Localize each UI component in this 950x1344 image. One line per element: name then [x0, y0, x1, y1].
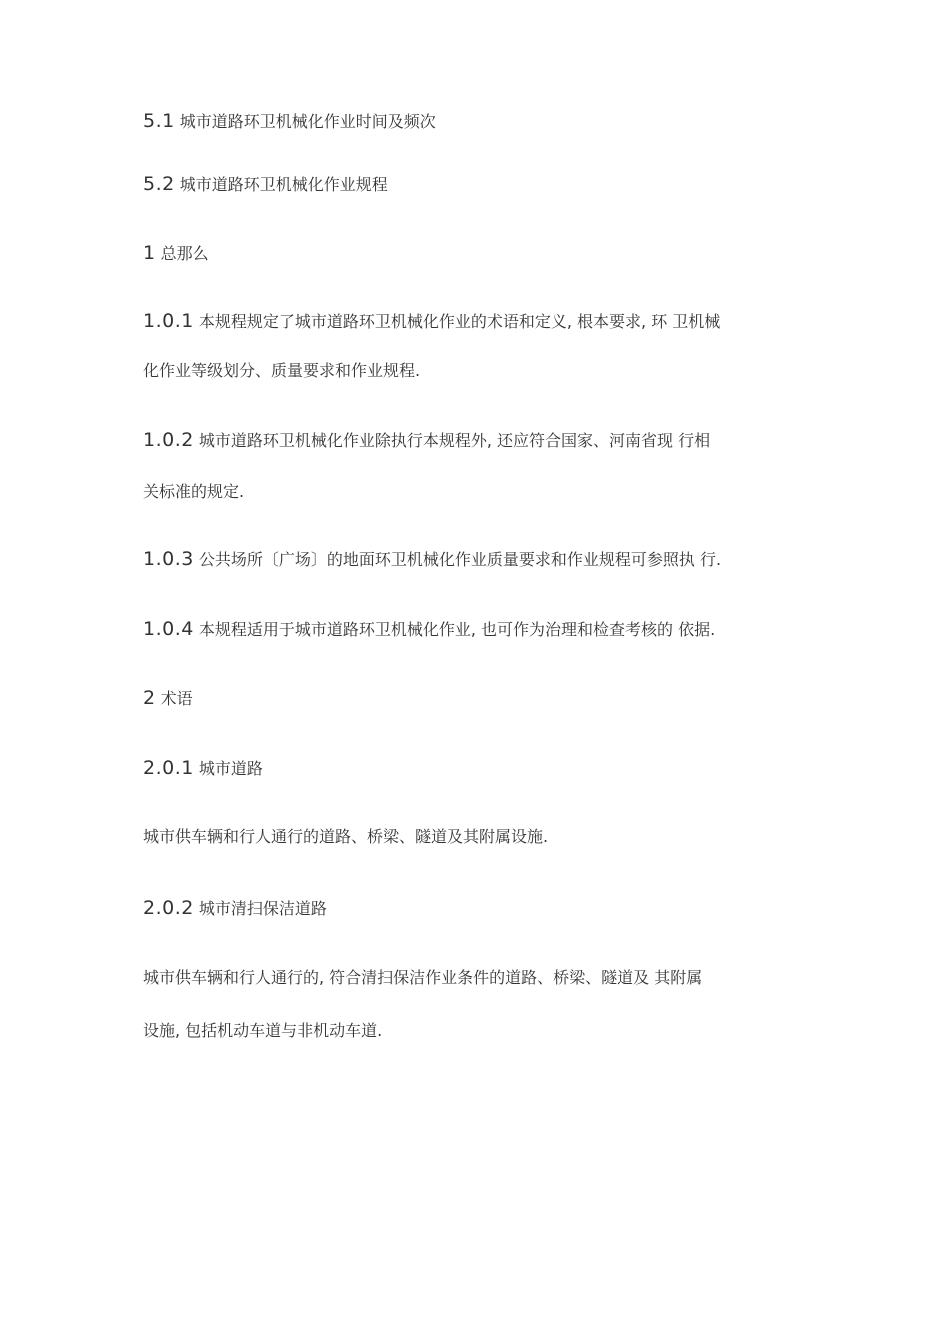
section-heading: [143, 110, 813, 133]
chapter-title: 总那么: [160, 244, 209, 263]
clause-number: 1.0.1: [143, 310, 194, 332]
clause-text: 公共场所〔广场〕的地面环卫机械化作业质量要求和作业规程可参照执 行.: [198, 550, 722, 569]
term-definition-continuation: [143, 1020, 813, 1042]
term-heading: [143, 897, 813, 920]
clause-paragraph: [143, 310, 813, 333]
term-definition: [143, 967, 813, 989]
definition-text: 城市供车辆和行人通行的道路、桥梁、隧道及其附属设施.: [143, 827, 549, 846]
clause-paragraph: [143, 548, 813, 571]
term-definition: [143, 826, 813, 848]
clause-text: 本规程规定了城市道路环卫机械化作业的术语和定义, 根本要求, 环 卫机械: [198, 312, 721, 331]
term-title: 城市道路: [198, 759, 263, 778]
chapter-title: 术语: [160, 689, 193, 708]
clause-text: 本规程适用于城市道路环卫机械化作业, 也可作为治理和检查考核的 依据.: [198, 620, 716, 639]
clause-text: 城市道路环卫机械化作业除执行本规程外, 还应符合国家、河南省现 行相: [198, 431, 711, 450]
clause-paragraph-continuation: [143, 360, 813, 382]
clause-number: 1.0.3: [143, 548, 194, 570]
term-number: 2.0.1: [143, 757, 194, 779]
clause-number: 1.0.2: [143, 429, 194, 451]
chapter-heading: [143, 242, 813, 265]
chapter-number: 2: [143, 687, 156, 709]
chapter-heading: [143, 687, 813, 710]
term-heading: [143, 757, 813, 780]
definition-text: 设施, 包括机动车道与非机动车道.: [143, 1021, 383, 1040]
term-number: 2.0.2: [143, 897, 194, 919]
clause-paragraph: [143, 429, 813, 452]
section-number: 5.1: [143, 110, 175, 132]
clause-paragraph: [143, 618, 813, 641]
term-title: 城市清扫保洁道路: [198, 899, 327, 918]
section-heading: [143, 173, 813, 196]
clause-text: 化作业等级划分、质量要求和作业规程.: [143, 361, 421, 380]
clause-text: 关标准的规定.: [143, 482, 245, 501]
clause-number: 1.0.4: [143, 618, 194, 640]
definition-text: 城市供车辆和行人通行的, 符合清扫保洁作业条件的道路、桥梁、隧道及 其附属: [143, 968, 703, 987]
section-title: 城市道路环卫机械化作业规程: [179, 175, 388, 194]
chapter-number: 1: [143, 242, 156, 264]
section-title: 城市道路环卫机械化作业时间及频次: [179, 112, 436, 131]
section-number: 5.2: [143, 173, 175, 195]
clause-paragraph-continuation: [143, 481, 813, 503]
